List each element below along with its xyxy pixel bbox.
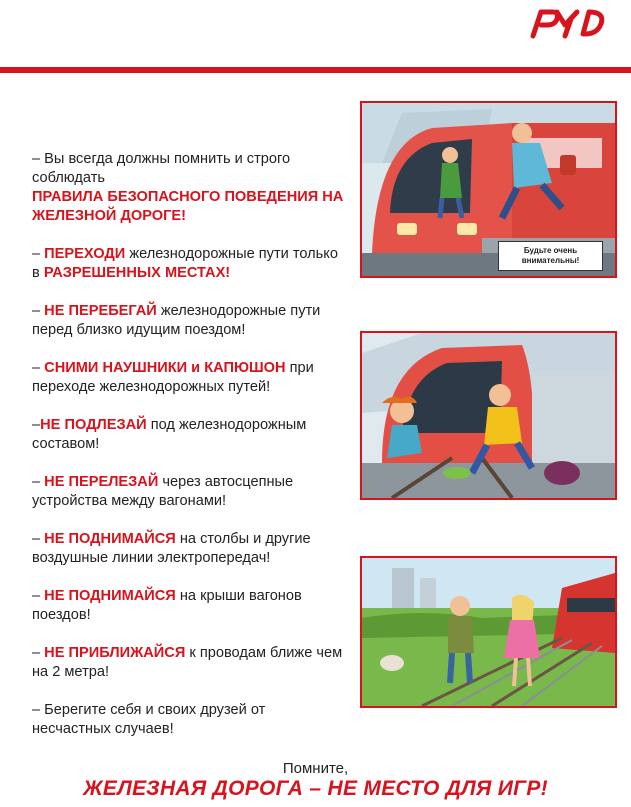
rule-headphones — [32, 359, 347, 397]
rule-text: под железнодорожным составом! — [32, 417, 307, 452]
rule-no-climb-couplers — [32, 473, 347, 511]
rule-text: на столбы и другие воздушные линии электропередач! — [32, 531, 311, 566]
rule-highlight: НЕ ПЕРЕЛЕЗАЙ — [44, 474, 159, 490]
rule-text: при переходе железнодорожных путей! — [32, 360, 314, 395]
footer-slogan: ЖЕЛЕЗНАЯ ДОРОГА – НЕ МЕСТО ДЛЯ ИГР! — [83, 777, 548, 800]
rule-cross — [32, 245, 347, 283]
caption-line-2: внимательны! — [521, 256, 580, 265]
rule-dash: – — [32, 417, 41, 433]
rule-text: к проводам ближе чем на 2 метра! — [32, 645, 343, 680]
rule-intro — [32, 150, 347, 226]
caution-caption — [498, 241, 603, 271]
footer-remember: Помните, — [282, 760, 349, 777]
rule-highlight: ПРАВИЛА БЕЗОПАСНОГО ПОВЕДЕНИЯ НА ЖЕЛЕЗНОЙ ДОРОГЕ! — [32, 189, 344, 224]
rzd-logo — [527, 4, 609, 40]
rule-take-care — [32, 701, 347, 739]
illustration-platform — [360, 101, 617, 278]
rule-no-approach-wires — [32, 644, 347, 682]
rule-no-crawl — [32, 416, 347, 454]
rule-dash: – — [32, 474, 45, 490]
rule-highlight: СНИМИ НАУШНИКИ и КАПЮШОН — [44, 360, 286, 376]
rule-text: – Вы всегда должны помнить и строго соблюдать — [32, 151, 291, 186]
illustration-track-crossing — [360, 331, 617, 500]
rule-no-run — [32, 302, 347, 340]
safety-rules — [32, 150, 347, 758]
rule-no-climb-roofs — [32, 587, 347, 625]
rule-no-climb-poles — [32, 530, 347, 568]
rule-dash: – — [32, 531, 45, 547]
rule-text: – Берегите себя и своих друзей от несчастных случаев! — [32, 702, 266, 737]
rule-highlight-2: РАЗРЕШЕННЫХ МЕСТАХ! — [43, 265, 231, 281]
header-divider — [0, 67, 631, 73]
rule-highlight: ПЕРЕХОДИ — [44, 246, 126, 262]
rule-dash: – — [32, 303, 45, 319]
rule-text: железнодорожные пути только в — [32, 246, 338, 281]
rule-text: на крыши вагонов поездов! — [32, 588, 302, 623]
rule-dash: – — [32, 360, 45, 376]
rule-dash: – — [32, 588, 45, 604]
rule-highlight: НЕ ПОДНИМАЙСЯ — [44, 531, 176, 547]
rule-dash: – — [32, 246, 45, 262]
rule-highlight: НЕ ПОДНИМАЙСЯ — [44, 588, 176, 604]
illustration-walking-on-rails — [360, 556, 617, 708]
rule-highlight: НЕ ПРИБЛИЖАЙСЯ — [44, 645, 186, 661]
rule-highlight: НЕ ПЕРЕБЕГАЙ — [44, 303, 157, 319]
caption-line-1: Будьте очень — [523, 246, 578, 255]
rule-highlight: НЕ ПОДЛЕЗАЙ — [40, 417, 147, 433]
rule-text: через автосцепные устройства между вагонами! — [32, 474, 294, 509]
rule-text: железнодорожные пути перед близко идущим поездом! — [32, 303, 321, 338]
rule-dash: – — [32, 645, 45, 661]
